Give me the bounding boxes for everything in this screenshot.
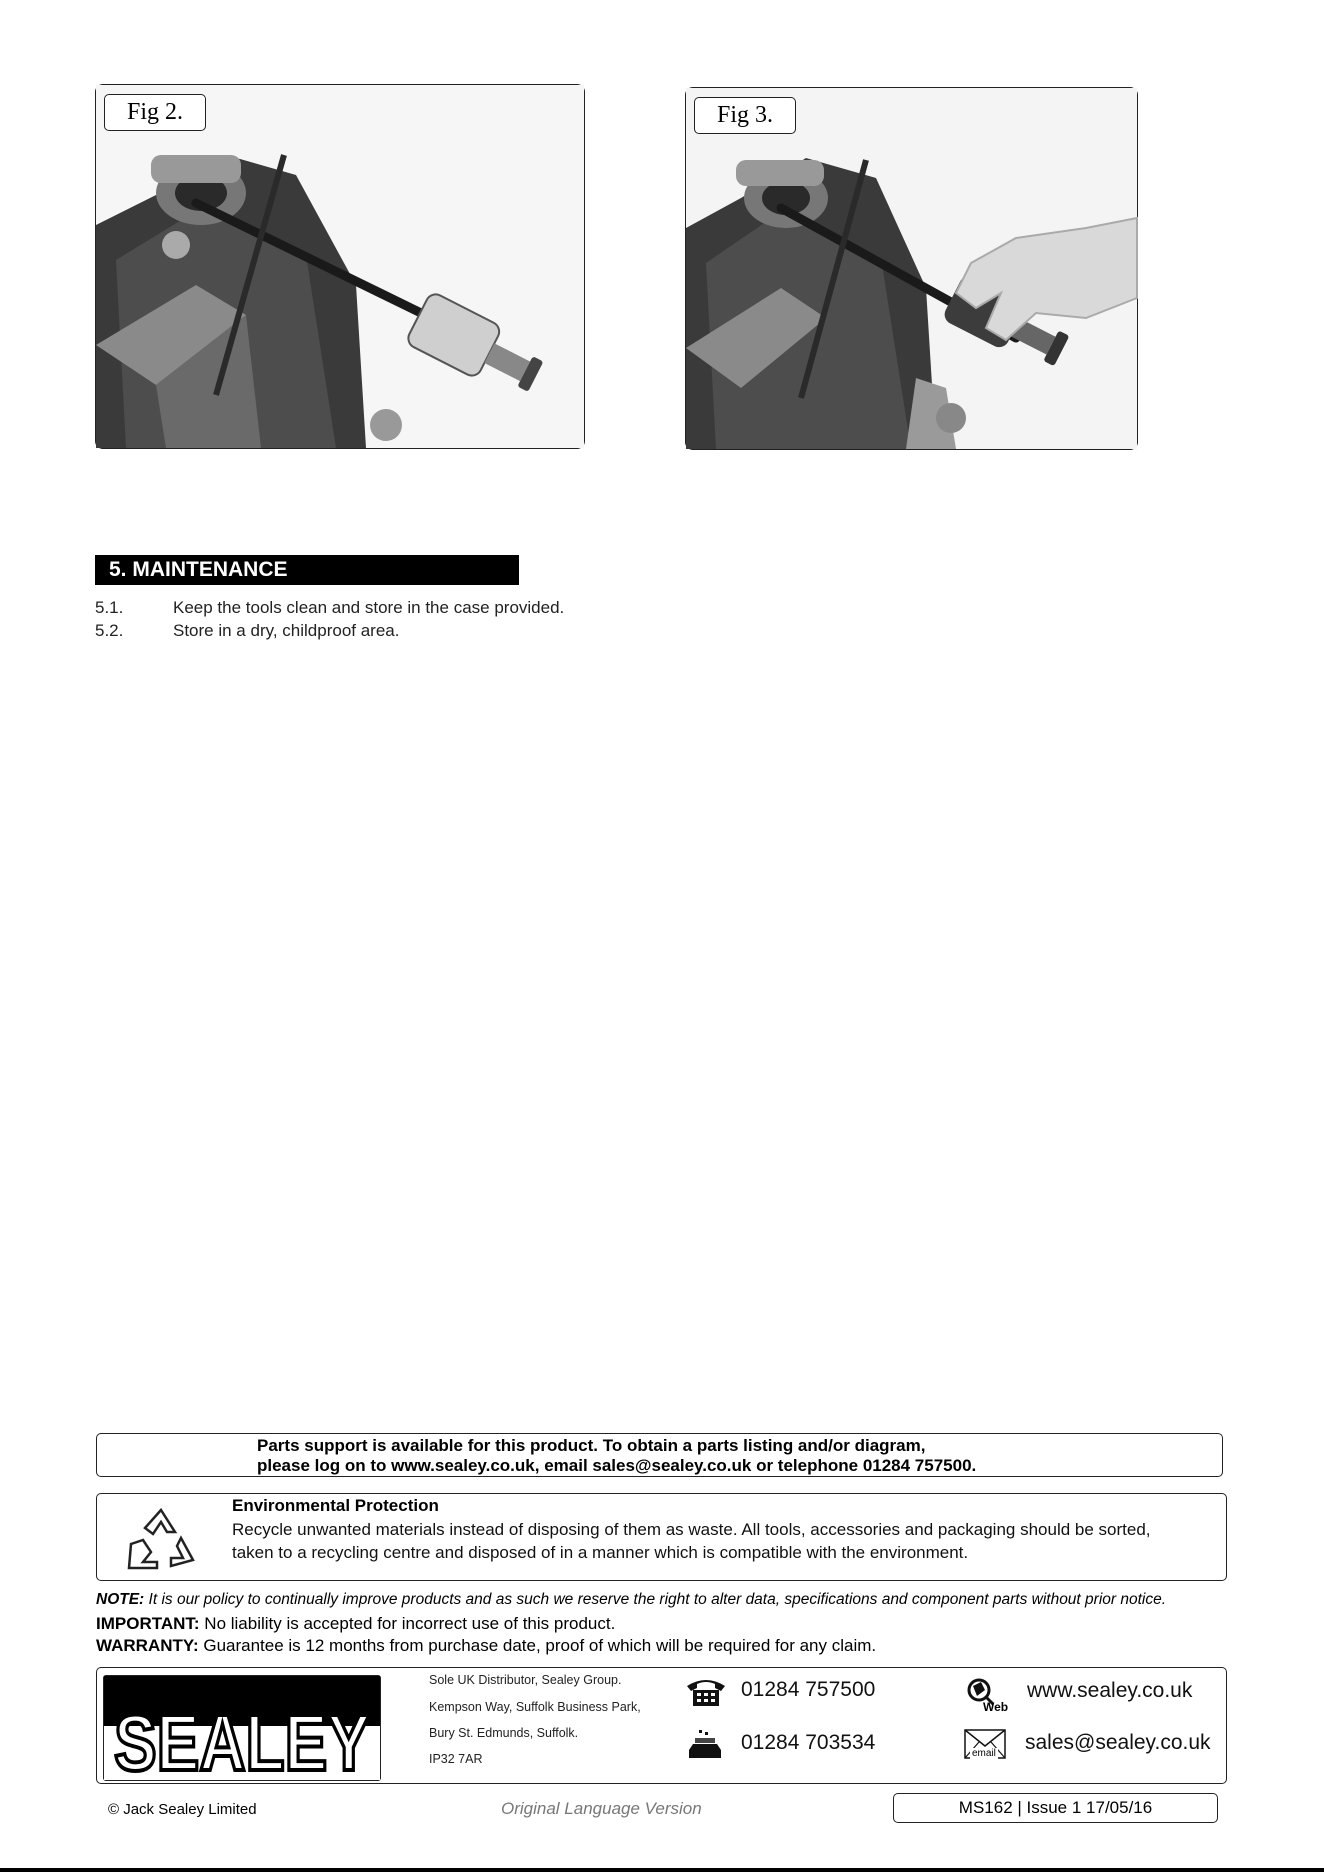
warranty-label: WARRANTY:: [96, 1636, 199, 1655]
document-reference: MS162 | Issue 1 17/05/16: [893, 1793, 1218, 1823]
item-number: 5.2.: [95, 621, 124, 640]
contact-box: [96, 1667, 1227, 1787]
environment-title: Environmental Protection: [232, 1496, 439, 1515]
parts-support-box: [96, 1433, 1223, 1477]
item-number: 5.1.: [95, 598, 124, 617]
maintenance-item-2: [95, 621, 399, 641]
environment-line-2: taken to a recycling centre and disposed of in a manner which is compatible with the environment.: [232, 1543, 969, 1562]
address-line-1: Sole UK Distributor, Sealey Group.: [429, 1673, 622, 1687]
fax-number: 01284 703534: [741, 1731, 876, 1754]
parts-support-text: [257, 1436, 976, 1476]
note-text: It is our policy to continually improve products and as such we reserve the right to alter data, specifications and component parts without prior notice.: [144, 1591, 1167, 1608]
website-link[interactable]: www.sealey.co.uk: [1027, 1679, 1193, 1702]
fig-3-label: Fig 3.: [694, 97, 796, 134]
fig-2-label: Fig 2.: [104, 94, 206, 131]
warranty-text: Guarantee is 12 months from purchase date, proof of which will be required for any claim.: [198, 1636, 877, 1655]
figure-2: [95, 84, 585, 449]
address-line-4: IP32 7AR: [429, 1752, 483, 1766]
fax-icon: [685, 1728, 725, 1762]
maintenance-heading: 5. MAINTENANCE: [95, 555, 519, 585]
important-line: [96, 1614, 615, 1634]
figure-3: [685, 87, 1138, 450]
note-line: [96, 1591, 1166, 1609]
address-line-3: Bury St. Edmunds, Suffolk.: [429, 1726, 579, 1740]
important-text: No liability is accepted for incorrect use of this product.: [199, 1614, 616, 1633]
telephone-icon: [685, 1676, 727, 1708]
maintenance-item-1: [95, 598, 564, 618]
phone-number: 01284 757500: [741, 1678, 876, 1701]
fig-3-photo: [686, 88, 1137, 449]
item-text: Keep the tools clean and store in the case provided.: [173, 598, 565, 617]
environment-text: [232, 1518, 1232, 1564]
environment-line-1: Recycle unwanted materials instead of disposing of them as waste. All tools, accessories and packaging should be sorted,: [232, 1520, 1151, 1539]
copyright: © Jack Sealey Limited: [108, 1801, 257, 1818]
bottom-rule: [0, 1868, 1324, 1872]
item-text: Store in a dry, childproof area.: [173, 621, 400, 640]
language-version: Original Language Version: [501, 1799, 702, 1818]
important-label: IMPORTANT:: [96, 1614, 200, 1633]
fig-2-photo: [96, 85, 584, 448]
environment-box: [96, 1493, 1227, 1581]
recycle-icon: [121, 1504, 201, 1574]
email-link[interactable]: sales@sealey.co.uk: [1025, 1731, 1211, 1754]
sealey-logo: [103, 1675, 381, 1787]
logo-text: SEALEY: [114, 1698, 370, 1787]
web-label: Web: [983, 1700, 1009, 1714]
parts-support-line-2: please log on to www.sealey.co.uk, email sales@sealey.co.uk or telephone 01284 757500.: [257, 1456, 977, 1475]
address-line-2: Kempson Way, Suffolk Business Park,: [429, 1700, 641, 1714]
note-label: NOTE:: [96, 1591, 145, 1608]
email-label: email: [972, 1748, 996, 1759]
warranty-line: [96, 1636, 876, 1656]
parts-support-line-1: Parts support is available for this product. To obtain a parts listing and/or diagram,: [257, 1436, 926, 1455]
